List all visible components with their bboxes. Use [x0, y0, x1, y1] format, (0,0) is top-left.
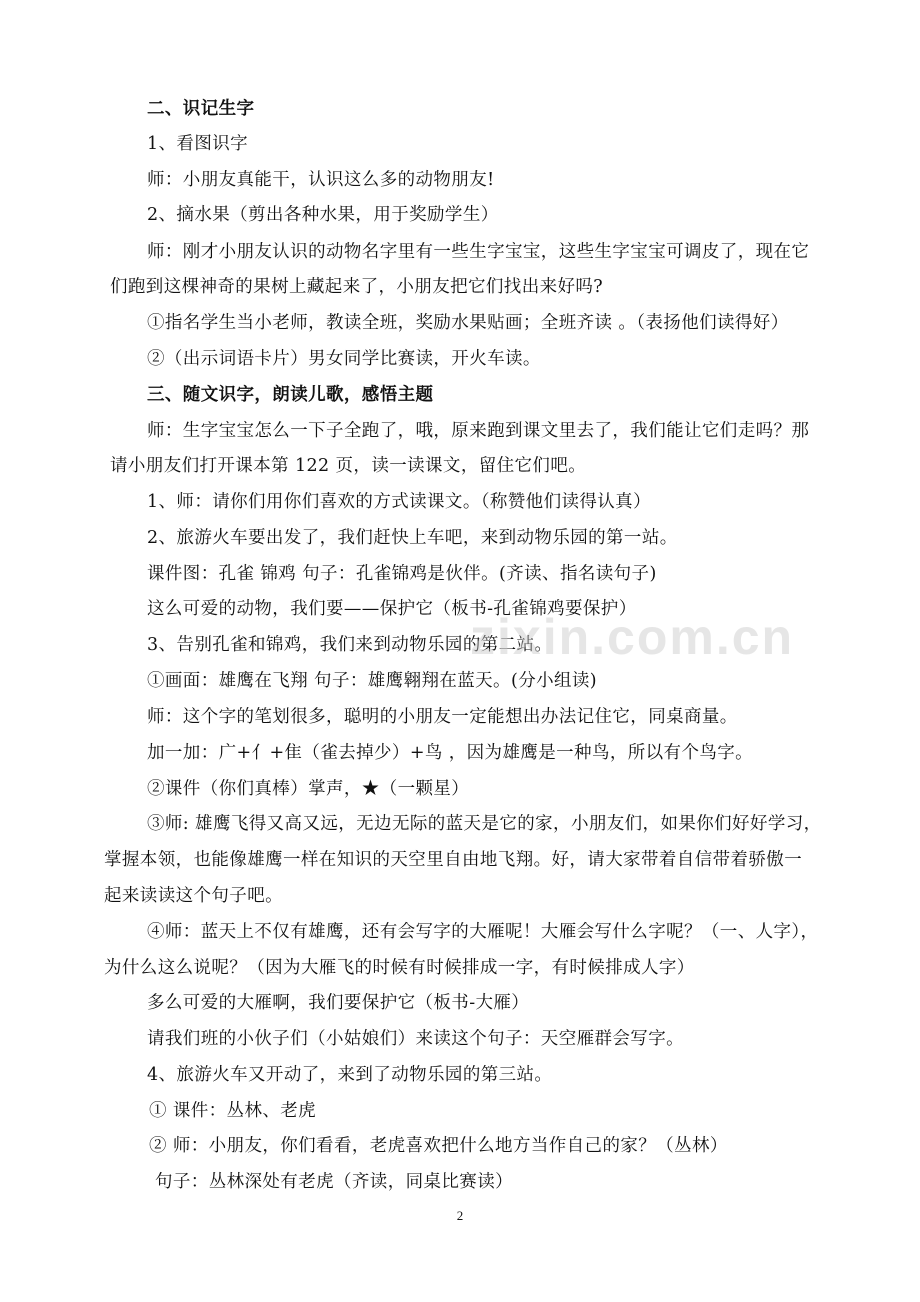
paragraph-line: 1、看图识字 [147, 134, 249, 154]
paragraph-line: 起来读读这个句子吧。 [104, 886, 283, 906]
paragraph-line: ④师：蓝天上不仅有雄鹰，还有会写字的大雁呢！大雁会写什么字呢？（一、人字）， [147, 922, 819, 942]
paragraph-line: 课件图：孔雀 锦鸡 句子：孔雀锦鸡是伙伴。(齐读、指名读句子) [147, 564, 657, 584]
paragraph-line: 师：刚才小朋友认识的动物名字里有一些生字宝宝，这些生字宝宝可调皮了，现在它 [147, 242, 810, 262]
paragraph-line: 4、旅游火车又开动了，来到了动物乐园的第三站。 [147, 1065, 553, 1085]
paragraph-line: 句子：丛林深处有老虎（齐读，同桌比赛读） [155, 1172, 513, 1192]
paragraph-line: 们跑到这棵神奇的果树上藏起来了，小朋友把它们找出来好吗? [110, 277, 604, 297]
paragraph-line: 请我们班的小伙子们（小姑娘们）来读这个句子：天空雁群会写字。 [147, 1029, 684, 1049]
paragraph-line: 请小朋友们打开课本第 122 页，读一读课文，留住它们吧。 [110, 456, 587, 476]
paragraph-line: ① 课件：丛林、老虎 [149, 1101, 317, 1121]
paragraph-line: 多么可爱的大雁啊，我们要保护它（板书-大雁） [147, 993, 530, 1013]
paragraph-line: ③师: 雄鹰飞得又高又远，无边无际的蓝天是它的家，小朋友们，如果你们好好学习， [147, 814, 822, 834]
section-heading-3: 三、随文识字，朗读儿歌，感悟主题 [147, 385, 434, 405]
paragraph-line: 师：这个字的笔划很多，聪明的小朋友一定能想出办法记住它，同桌商量。 [147, 707, 738, 727]
paragraph-line: 3、告别孔雀和锦鸡，我们来到动物乐园的第二站。 [147, 635, 553, 655]
paragraph-line: 师：小朋友真能干，认识这么多的动物朋友! [147, 170, 495, 190]
paragraph-line: ②（出示词语卡片）男女同学比赛读，开火车读。 [147, 349, 541, 369]
watermark: zixin.com.cn [470, 609, 795, 665]
paragraph-line: ①指名学生当小老师，教读全班，奖励水果贴画；全班齐读 。（表扬他们读得好） [147, 313, 789, 333]
paragraph-line: 2、旅游火车要出发了，我们赶快上车吧，来到动物乐园的第一站。 [147, 528, 678, 548]
paragraph-line: 师：生字宝宝怎么一下子全跑了，哦，原来跑到课文里去了，我们能让它们走吗？那 [147, 421, 810, 441]
page-number: 2 [456, 1208, 464, 1223]
paragraph-line: 加一加：广+亻+隹（雀去掉少）+鸟 ，因为雄鹰是一种鸟，所以有个鸟字。 [147, 743, 754, 763]
paragraph-line: 1、师：请你们用你们喜欢的方式读课文。（称赞他们读得认真） [147, 492, 651, 512]
section-heading-2: 二、识记生字 [147, 99, 255, 119]
paragraph-line: 2、摘水果（剪出各种水果，用于奖励学生） [147, 205, 499, 225]
paragraph-line: 为什么这么说呢？（因为大雁飞的时候有时候排成一字，有时候排成人字） [104, 958, 695, 978]
paragraph-line: ①画面：雄鹰在飞翔 句子：雄鹰翱翔在蓝天。(分小组读) [147, 671, 598, 691]
paragraph-line: ② 师：小朋友，你们看看，老虎喜欢把什么地方当作自己的家？（丛林） [149, 1136, 728, 1156]
paragraph-line: ②课件（你们真棒）掌声，★（一颗星） [147, 779, 470, 799]
paragraph-line: 这么可爱的动物，我们要——保护它（板书-孔雀锦鸡要保护） [147, 599, 637, 619]
paragraph-line: 掌握本领，也能像雄鹰一样在知识的天空里自由地飞翔。好，请大家带着自信带着骄傲一 [104, 850, 803, 870]
